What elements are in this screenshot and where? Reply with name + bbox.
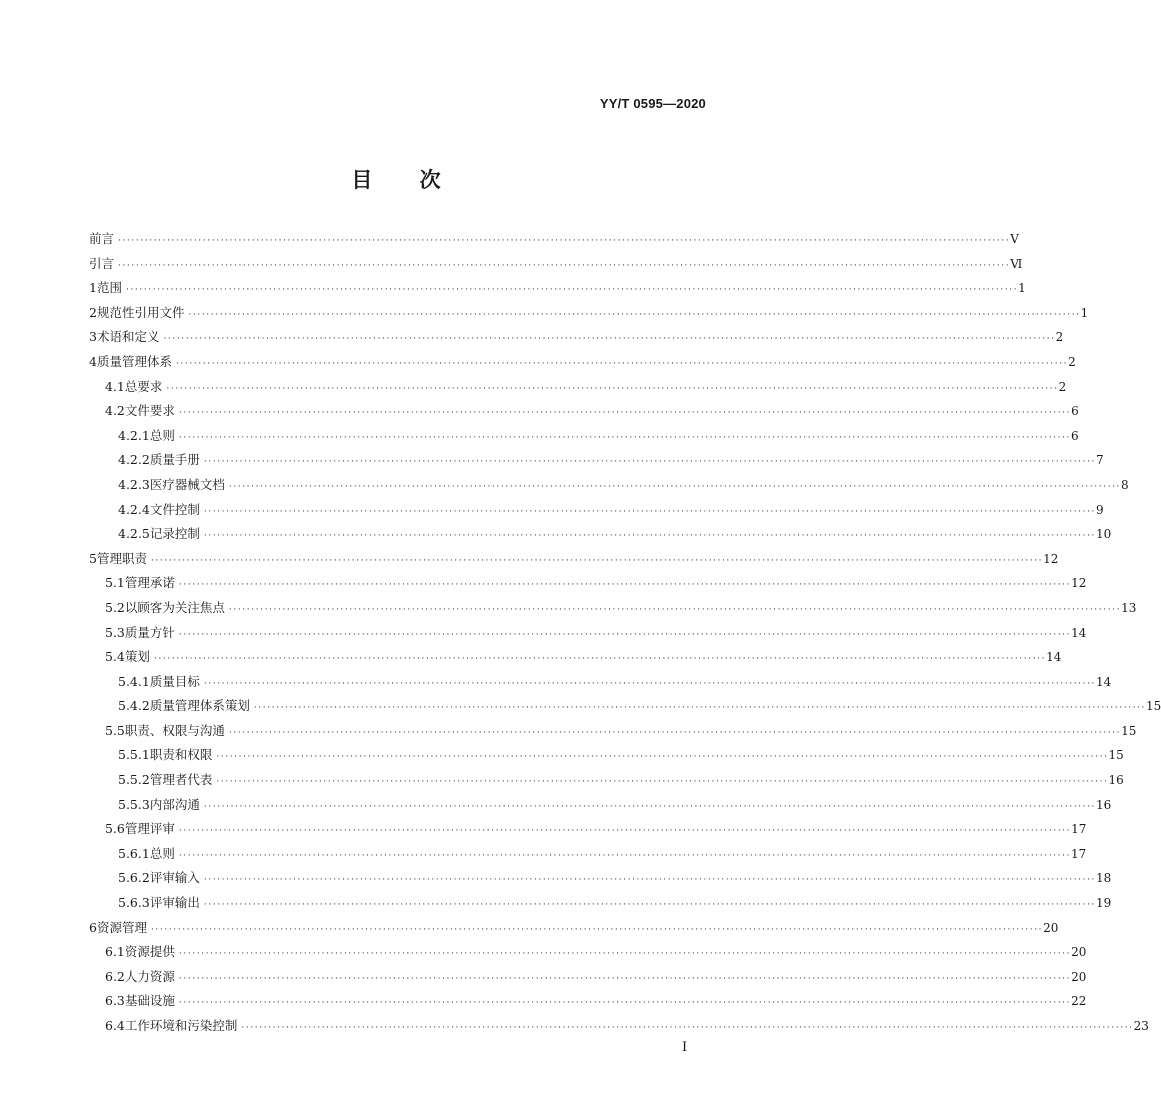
toc-entry-number: 5.4.1 [118, 673, 150, 689]
toc-entry-title: 职责、权限与沟通 [124, 722, 225, 738]
toc-entry[interactable] [89, 549, 1059, 574]
toc-dot-leader: ········································································································································································································ [216, 752, 1109, 763]
toc-entry-title: 文件要求 [124, 403, 175, 419]
toc-entry-number: 5.4.2 [118, 698, 150, 714]
toc-dot-leader: ········································································································································································································ [188, 309, 1081, 320]
toc-entry[interactable] [89, 844, 1087, 869]
toc-entry-page: 23 [1133, 1019, 1149, 1033]
toc-entry-page: 2 [1068, 354, 1076, 369]
toc-entry-number: 4.1 [105, 378, 125, 394]
toc-entry-number: 3 [89, 329, 97, 345]
toc-entry-page: 14 [1046, 650, 1062, 665]
toc-dot-leader: ········································································································································································································ [178, 432, 1071, 443]
toc-entry-page: 6 [1071, 428, 1079, 443]
toc-entry-page: 22 [1071, 994, 1087, 1009]
toc-entry-page: 20 [1071, 945, 1087, 960]
toc-entry-page: 17 [1071, 822, 1087, 837]
toc-dot-leader: ········································································································································································································ [125, 285, 1019, 296]
toc-entry-title: 质量方针 [124, 624, 175, 640]
toc-dot-leader: ········································································································································································································ [178, 998, 1072, 1009]
toc-dot-leader: ········································································································································································································ [166, 383, 1059, 394]
toc-entry-page: 20 [1071, 969, 1087, 984]
toc-entry-number: 5.4 [105, 649, 125, 665]
toc-entry-page: Ⅵ [1010, 256, 1023, 271]
toc-entry-page: 9 [1096, 502, 1104, 517]
toc-dot-leader: ········································································································································································································ [203, 678, 1096, 689]
toc-entry-number: 4.2.2 [118, 452, 150, 468]
toc-entry-title: 资源提供 [124, 944, 175, 960]
toc-entry[interactable] [89, 573, 1087, 598]
toc-dot-leader: ········································································································································································································ [178, 850, 1071, 861]
toc-dot-leader: ········································································································································································································ [150, 924, 1044, 935]
toc-entry-title: 记录控制 [149, 526, 200, 542]
toc-entry-title: 术语和定义 [96, 329, 160, 345]
toc-entry-page: 14 [1071, 625, 1087, 640]
toc-entry[interactable] [89, 278, 1026, 303]
page-title-char-1: 目 [351, 168, 373, 192]
toc-dot-leader: ········································································································································································································ [203, 900, 1096, 911]
toc-entry-number: 6 [89, 919, 97, 935]
toc-dot-leader: ········································································································································································································ [203, 531, 1096, 542]
toc-entry-number: 5.5.2 [118, 772, 150, 788]
toc-entry[interactable] [89, 868, 1112, 893]
toc-entry-number: 4.2.1 [118, 427, 150, 443]
toc-entry-number: 5.5 [105, 722, 125, 738]
toc-entry[interactable] [89, 352, 1076, 377]
toc-entry-title: 质量管理体系策划 [149, 698, 250, 714]
toc-entry-number: 4.2.4 [118, 501, 150, 517]
toc-entry-title: 文件控制 [149, 501, 200, 517]
toc-entry-page: 15 [1108, 748, 1124, 763]
toc-entry-page: 17 [1071, 846, 1087, 861]
toc-dot-leader: ········································································································································································································ [253, 703, 1146, 714]
toc-dot-leader: ········································································································································································································ [163, 334, 1056, 345]
toc-entry-page: 15 [1121, 723, 1137, 738]
toc-dot-leader: ········································································································································································································ [175, 358, 1069, 369]
toc-entry-title: 以顾客为关注焦点 [124, 599, 225, 615]
toc-entry-title: 评审输入 [149, 870, 200, 886]
toc-entry[interactable] [89, 721, 1137, 746]
toc-entry-number: 5.3 [105, 624, 125, 640]
toc-entry[interactable] [89, 696, 1161, 721]
toc-entry[interactable] [89, 303, 1089, 328]
toc-entry-number: 4.2.5 [118, 526, 150, 542]
toc-dot-leader: ········································································································································································································ [150, 555, 1044, 566]
toc-entry[interactable] [89, 1016, 1149, 1041]
toc-dot-leader: ········································································································································································································ [178, 949, 1072, 960]
toc-entry[interactable] [89, 500, 1104, 525]
toc-entry-title: 工作环境和污染控制 [124, 1018, 238, 1033]
toc-entry-title: 管理者代表 [149, 772, 213, 788]
toc-entry-number: 6.1 [105, 944, 125, 960]
toc-entry[interactable] [89, 893, 1112, 918]
toc-dot-leader: ········································································································································································································ [203, 875, 1096, 886]
toc-entry[interactable] [89, 672, 1112, 697]
toc-entry[interactable] [89, 819, 1087, 844]
toc-dot-leader: ········································································································································································································ [178, 629, 1072, 640]
toc-entry-title: 管理承诺 [124, 575, 175, 591]
toc-entry-page: 6 [1071, 404, 1079, 419]
toc-entry[interactable] [89, 377, 1067, 402]
toc-entry-page: 16 [1096, 797, 1112, 812]
toc-entry-number: 4.2.3 [118, 476, 150, 492]
page-title-char-2: 次 [419, 168, 441, 192]
toc-entry-number: 5.6 [105, 821, 125, 837]
toc-entry[interactable] [89, 524, 1112, 549]
toc-entry-number: 5.6.2 [118, 870, 150, 886]
toc-dot-leader: ········································································································································································································ [203, 801, 1096, 812]
toc-entry-title: 基础设施 [124, 993, 175, 1009]
toc-entry-title: 职责和权限 [149, 747, 213, 763]
toc-entry[interactable] [89, 647, 1062, 672]
toc-entry-title: 质量目标 [149, 673, 200, 689]
toc-entry[interactable] [89, 623, 1087, 648]
page-number: I [682, 1040, 688, 1055]
toc-dot-leader: ········································································································································································································ [203, 506, 1096, 517]
toc-entry[interactable] [89, 967, 1087, 992]
toc-entry-number: 6.2 [105, 968, 125, 984]
toc-entry-page: 8 [1121, 477, 1129, 492]
toc-entry-page: 7 [1096, 453, 1104, 468]
toc-entry-page: 19 [1096, 896, 1112, 911]
toc-dot-leader: ········································································································································································································ [228, 481, 1121, 492]
page-title [0, 164, 792, 194]
toc-entry-title: 医疗器械文档 [149, 476, 225, 492]
toc-entry-number: 5 [89, 550, 97, 566]
toc-entry[interactable] [89, 475, 1129, 500]
toc-dot-leader: ········································································································································································································ [228, 727, 1122, 738]
toc-entry-number: 5.6.1 [118, 845, 150, 861]
toc-dot-leader: ········································································································································································································ [118, 236, 1011, 246]
toc-entry-title: 总则 [149, 845, 175, 861]
table-of-contents [89, 229, 1161, 1041]
toc-entry-page: 13 [1121, 600, 1137, 615]
toc-entry-title: 人力资源 [124, 968, 175, 984]
toc-entry[interactable] [89, 426, 1079, 451]
toc-entry-title: 规范性引用文件 [96, 304, 185, 320]
toc-entry[interactable] [89, 401, 1079, 426]
toc-dot-leader: ········································································································································································································ [178, 580, 1072, 591]
toc-dot-leader: ········································································································································································································ [216, 777, 1109, 788]
toc-entry-title: 范围 [96, 280, 122, 296]
toc-entry[interactable] [89, 254, 1023, 279]
toc-entry[interactable] [89, 598, 1137, 623]
toc-entry[interactable] [89, 450, 1104, 475]
toc-entry-number: 5.5.1 [118, 747, 150, 763]
document-code: YY/T 0595—2020 [599, 96, 706, 111]
toc-entry-title: 引言 [89, 255, 115, 271]
toc-entry-title: 策划 [124, 649, 150, 665]
toc-entry-page: 10 [1096, 527, 1112, 542]
toc-entry-title: 总则 [149, 427, 175, 443]
toc-entry-number: 2 [89, 304, 97, 320]
toc-dot-leader: ········································································································································································································ [178, 826, 1072, 837]
toc-entry[interactable] [89, 795, 1112, 820]
toc-dot-leader: ········································································································································································································ [228, 604, 1122, 615]
toc-entry[interactable] [89, 745, 1124, 770]
toc-entry-title: 质量手册 [149, 452, 200, 468]
toc-entry-page: 1 [1080, 305, 1089, 320]
toc-entry-number: 5.1 [105, 575, 125, 591]
toc-dot-leader: ········································································································································································································ [178, 408, 1072, 419]
toc-entry-page: 2 [1055, 330, 1064, 345]
toc-dot-leader: ········································································································································································································ [118, 260, 1011, 271]
toc-entry[interactable] [89, 991, 1087, 1016]
toc-entry-number: 5.2 [105, 599, 125, 615]
toc-entry-title: 资源管理 [96, 919, 147, 935]
toc-entry-number: 5.5.3 [118, 796, 150, 812]
toc-entry-page: 12 [1043, 551, 1059, 566]
toc-dot-leader: ········································································································································································································ [178, 973, 1072, 984]
toc-entry-title: 管理职责 [96, 550, 147, 566]
toc-entry-title: 质量管理体系 [96, 353, 172, 369]
toc-entry[interactable] [89, 229, 1019, 254]
toc-entry-page: 14 [1096, 674, 1112, 689]
toc-entry-number: 1 [89, 280, 97, 296]
toc-entry-page: Ⅴ [1010, 232, 1019, 246]
toc-entry-number: 6.4 [105, 1018, 125, 1033]
toc-dot-leader: ········································································································································································································ [203, 457, 1096, 468]
toc-entry[interactable] [89, 770, 1124, 795]
toc-entry-title: 前言 [89, 231, 115, 246]
toc-entry-number: 4 [89, 353, 97, 369]
toc-entry-page: 18 [1096, 871, 1112, 886]
toc-entry[interactable] [89, 942, 1087, 967]
toc-entry[interactable] [89, 918, 1059, 943]
toc-entry-number: 6.3 [105, 993, 125, 1009]
toc-entry[interactable] [89, 327, 1064, 352]
toc-entry-number: 4.2 [105, 403, 125, 419]
toc-entry-title: 评审输出 [149, 895, 200, 911]
toc-entry-title: 总要求 [124, 378, 163, 394]
toc-dot-leader: ········································································································································································································ [153, 654, 1047, 665]
toc-entry-page: 20 [1043, 920, 1059, 935]
toc-entry-number: 5.6.3 [118, 895, 150, 911]
toc-entry-page: 12 [1071, 576, 1087, 591]
toc-entry-page: 1 [1018, 281, 1026, 296]
toc-entry-page: 2 [1058, 379, 1067, 394]
toc-entry-title: 内部沟通 [149, 796, 200, 812]
toc-entry-title: 管理评审 [124, 821, 175, 837]
toc-dot-leader: ········································································································································································································ [241, 1023, 1134, 1033]
toc-entry-page: 15 [1146, 699, 1161, 714]
toc-entry-page: 16 [1108, 773, 1124, 788]
